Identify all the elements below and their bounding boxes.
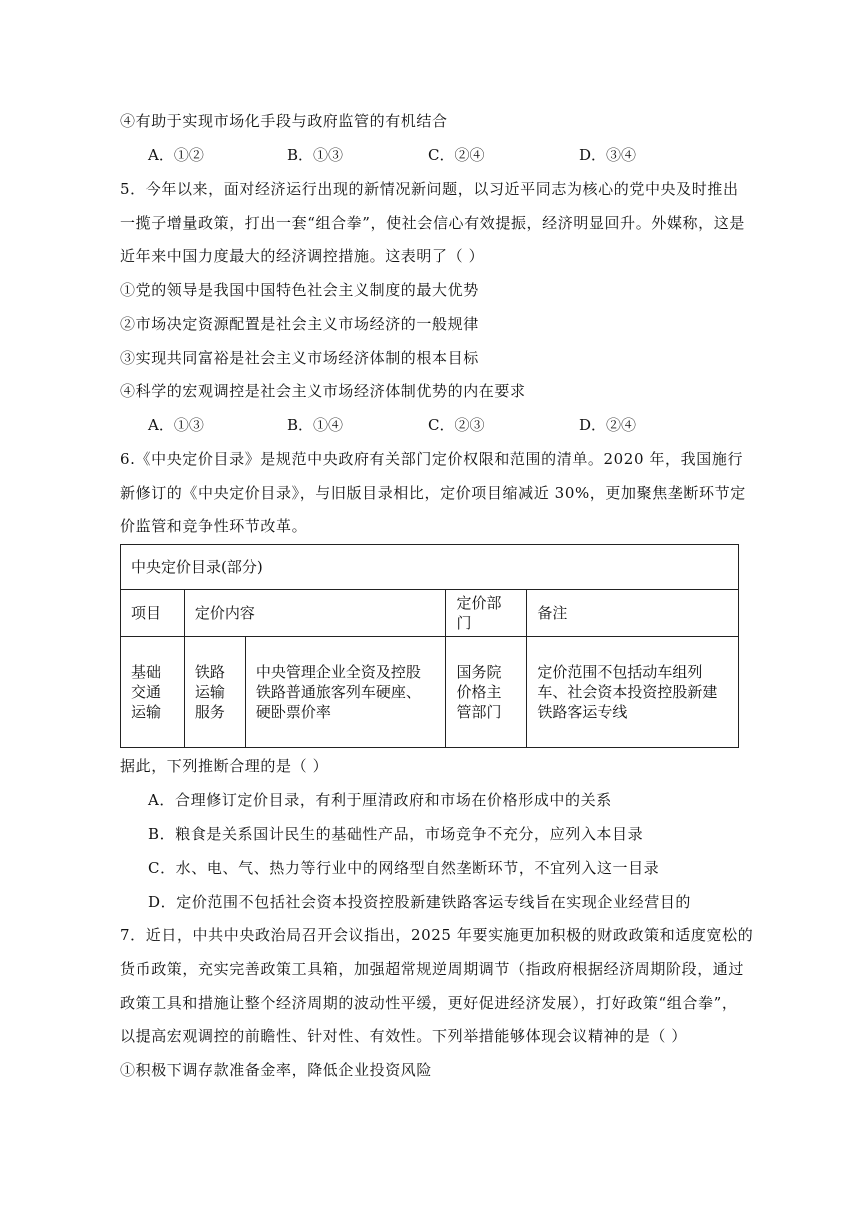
q6-question: 据此，下列推断合理的是（ ）: [120, 757, 329, 775]
q4-option-d[interactable]: D．③④: [579, 146, 637, 164]
table-header-note: 备注: [527, 590, 739, 637]
q6-stem-line-2: 新修订的《中央定价目录》，与旧版目录相比，定价项目缩减近 30%，更加聚焦垄断环节定: [120, 484, 746, 502]
q5-stem-line-1: 5．今年以来，面对经济运行出现的新情况新问题，以习近平同志为核心的党中央及时推出: [120, 180, 739, 198]
q4-option-b[interactable]: B．①③: [287, 146, 344, 164]
q6-stem-line-3: 价监管和竞争性环节改革。: [120, 517, 308, 535]
q4-item-4: ④有助于实现市场化手段与政府监管的有机结合: [120, 112, 448, 130]
cell-content: 中央管理企业全资及控股铁路普通旅客列车硬座、硬卧票价率: [245, 637, 446, 748]
q6-option-c[interactable]: C．水、电、气、热力等行业中的网络型自然垄断环节，不宜列入这一目录: [148, 859, 660, 877]
q5-option-c[interactable]: C．②③: [428, 416, 485, 434]
q4-option-c[interactable]: C．②④: [428, 146, 485, 164]
table-header-content: 定价内容: [184, 590, 446, 637]
table-row: [121, 637, 739, 748]
q5-option-d[interactable]: D．②④: [579, 416, 637, 434]
table-header-project: 项目: [121, 590, 185, 637]
cell-project: 基础交通运输: [121, 637, 185, 748]
q7-stem-line-1: 7．近日，中共中央政治局召开会议指出，2025 年要实施更加积极的财政政策和适度宽松的: [120, 926, 754, 944]
q5-option-b[interactable]: B．①④: [287, 416, 344, 434]
q7-stem-line-3: 政策工具和措施让整个经济周期的波动性平缓，更好促进经济发展），打好政策“组合拳”，: [120, 994, 738, 1012]
q5-option-a[interactable]: A．①③: [148, 416, 204, 434]
q5-item-4: ④科学的宏观调控是社会主义市场经济体制优势的内在要求: [120, 382, 526, 400]
q7-item-1: ①积极下调存款准备金率，降低企业投资风险: [120, 1061, 433, 1079]
q5-stem-line-2: 一揽子增量政策，打出一套“组合拳”，使社会信心有效提振，经济明显回升。外媒称，这是: [120, 214, 745, 232]
cell-note: 定价范围不包括动车组列车、社会资本投资控股新建铁路客运专线: [527, 637, 739, 748]
q5-stem-line-3: 近年来中国力度最大的经济调控措施。这表明了（ ）: [120, 247, 485, 265]
q7-stem-line-2: 货币政策，充实完善政策工具箱，加强超常规逆周期调节（指政府根据经济周期阶段，通过: [120, 960, 745, 978]
table-header-dept: 定价部门: [446, 590, 527, 637]
q6-stem-line-1: 6.《中央定价目录》是规范中央政府有关部门定价权限和范围的清单。2020 年，我国施行: [120, 450, 744, 468]
q6-option-b[interactable]: B．粮食是关系国计民生的基础性产品，市场竞争不充分，应列入本目录: [148, 825, 644, 843]
q5-item-2: ②市场决定资源配置是社会主义市场经济的一般规律: [120, 315, 479, 333]
q6-option-d[interactable]: D．定价范围不包括社会资本投资控股新建铁路客运专线旨在实现企业经营目的: [148, 893, 692, 911]
pricing-table: [120, 544, 739, 748]
q5-item-1: ①党的领导是我国中国特色社会主义制度的最大优势: [120, 281, 479, 299]
table-title: 中央定价目录(部分): [121, 545, 739, 590]
q7-stem-line-4: 以提高宏观调控的前瞻性、针对性、有效性。下列举措能够体现会议精神的是（ ）: [120, 1027, 687, 1045]
cell-subitem: 铁路运输服务: [184, 637, 245, 748]
cell-dept: 国务院价格主管部门: [446, 637, 527, 748]
q6-option-a[interactable]: A．合理修订定价目录，有利于厘清政府和市场在价格形成中的关系: [148, 791, 612, 809]
q5-item-3: ③实现共同富裕是社会主义市场经济体制的根本目标: [120, 349, 479, 367]
q4-option-a[interactable]: A．①②: [148, 146, 204, 164]
